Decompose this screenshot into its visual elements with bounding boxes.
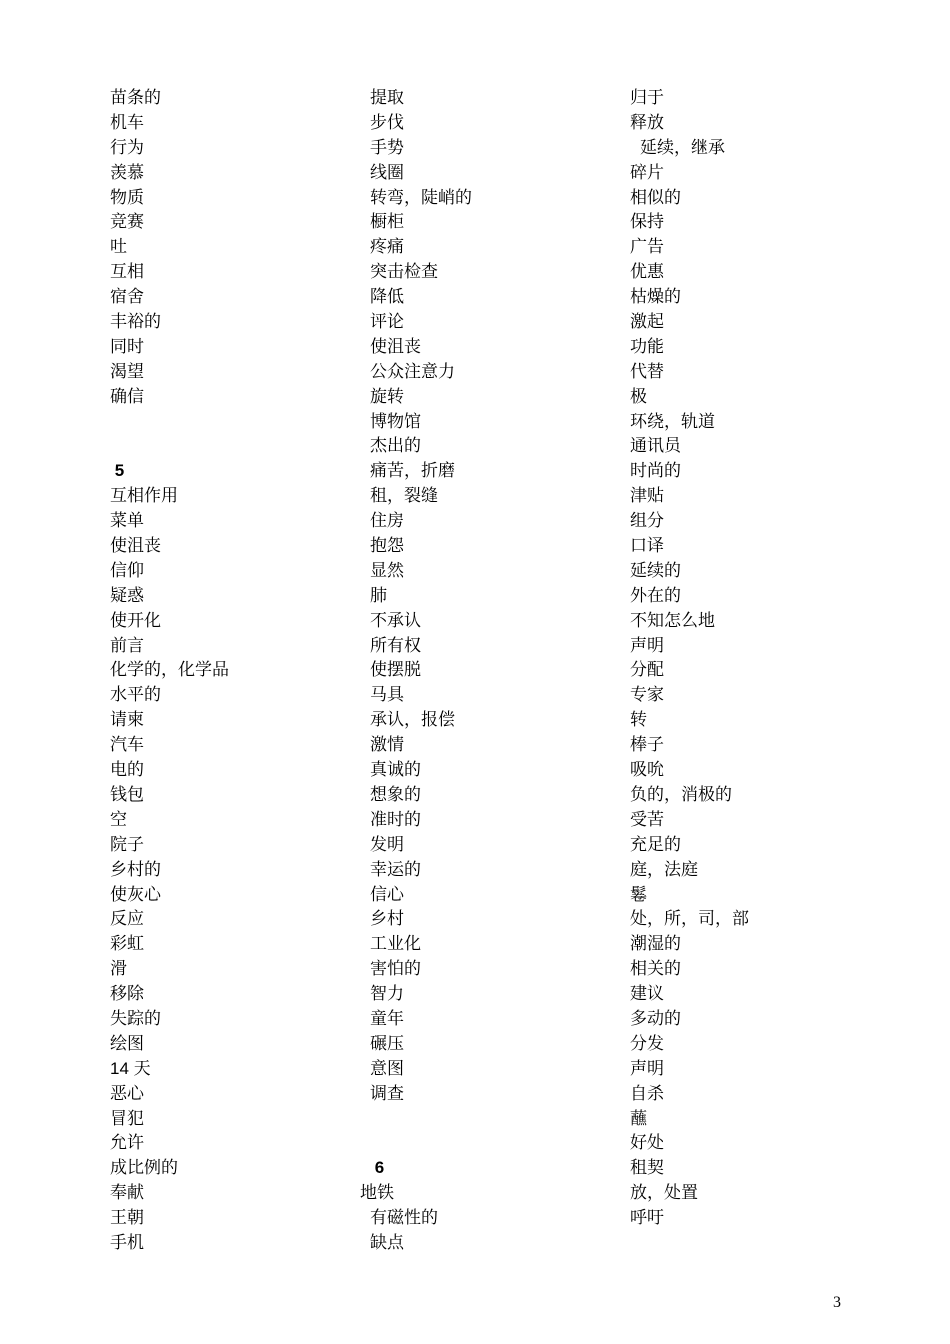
vocabulary-entry: 声明 [630, 1058, 664, 1079]
vocabulary-entry: 枯燥的 [630, 287, 681, 308]
vocabulary-entry: 杰出的 [370, 436, 421, 457]
vocabulary-entry: 归于 [630, 88, 664, 108]
vocabulary-entry: 吐 [110, 237, 127, 258]
vocabulary-entry: 宿舍 [110, 287, 144, 308]
vocabulary-entry: 受苦 [630, 809, 664, 830]
vocabulary-entry: 信仰 [110, 560, 144, 581]
vocabulary-entry: 使开化 [110, 610, 161, 631]
vocabulary-entry: 疼痛 [370, 237, 404, 258]
vocabulary-entry: 潮湿的 [630, 934, 681, 955]
vocabulary-entry: 电的 [110, 760, 144, 781]
vocabulary-column-1 [110, 86, 350, 1256]
vocabulary-entry: 水平的 [110, 685, 161, 706]
vocabulary-entry: 互相 [110, 262, 144, 283]
vocabulary-entry: 化学的，化学品 [110, 660, 229, 681]
vocabulary-entry: 真诚的 [370, 760, 421, 781]
vocabulary-entry: 组分 [630, 511, 664, 532]
vocabulary-entry: 住房 [370, 511, 404, 532]
vocabulary-entry: 激情 [370, 735, 404, 756]
vocabulary-entry: 信心 [370, 884, 404, 905]
vocabulary-entry: 通讯员 [630, 436, 681, 457]
vocabulary-entry: 转 [630, 710, 647, 731]
page-number: 3 [833, 1294, 841, 1311]
vocabulary-entry: 专家 [630, 685, 664, 706]
vocabulary-entry: 彩虹 [110, 934, 144, 955]
vocabulary-entry: 橱柜 [370, 212, 404, 233]
vocabulary-entry: 津贴 [630, 486, 664, 507]
vocabulary-entry: 碾压 [370, 1033, 404, 1054]
vocabulary-entry: 丰裕的 [110, 312, 161, 333]
vocabulary-entry: 放，处置 [630, 1183, 698, 1204]
vocabulary-entry: 激起 [630, 312, 664, 333]
vocabulary-entry: 有磁性的 [370, 1208, 438, 1229]
vocabulary-entry: 提取 [370, 88, 404, 108]
vocabulary-entry: 分发 [630, 1033, 664, 1054]
vocabulary-entry: 疑惑 [110, 585, 144, 606]
vocabulary-entry: 手势 [370, 137, 404, 158]
section-number: 5 [110, 461, 125, 481]
vocabulary-entry: 马具 [370, 685, 404, 706]
vocabulary-entry: 处，所，司，部 [630, 909, 749, 930]
vocabulary-entry: 优惠 [630, 262, 664, 283]
vocabulary-entry: 机车 [110, 112, 144, 133]
vocabulary-entry: 滑 [110, 959, 127, 980]
vocabulary-column-3 [630, 86, 870, 1231]
vocabulary-entry: 使摆脱 [370, 660, 421, 681]
vocabulary-entry: 自杀 [630, 1083, 664, 1104]
vocabulary-entry: 相关的 [630, 959, 681, 980]
vocabulary-entry: 物质 [110, 187, 144, 208]
vocabulary-entry: 菜单 [110, 511, 144, 532]
vocabulary-entry: 前言 [110, 635, 144, 656]
vocabulary-entry: 行为 [110, 137, 144, 158]
vocabulary-entry: 保持 [630, 212, 664, 233]
vocabulary-entry: 缺点 [370, 1232, 404, 1253]
vocabulary-entry: 工业化 [370, 934, 421, 955]
vocabulary-entry: 多动的 [630, 1008, 681, 1029]
vocabulary-entry: 乡村 [370, 909, 404, 930]
vocabulary-entry: 代替 [630, 361, 664, 382]
blank-line [110, 410, 350, 435]
vocabulary-entry: 博物馆 [370, 411, 421, 432]
vocabulary-column-2 [360, 86, 610, 1256]
vocabulary-entry: 极 [630, 386, 647, 407]
vocabulary-entry: 反应 [110, 909, 144, 930]
vocabulary-entry: 王朝 [110, 1208, 144, 1229]
vocabulary-entry: 乡村的 [110, 859, 161, 880]
vocabulary-entry: 承认，报偿 [370, 710, 455, 731]
vocabulary-entry: 确信 [110, 386, 144, 407]
vocabulary-entry: 棒子 [630, 735, 664, 756]
vocabulary-entry: 院子 [110, 834, 144, 855]
vocabulary-entry: 空 [110, 809, 127, 830]
vocabulary-entry: 不知怎么地 [630, 610, 715, 631]
vocabulary-entry: 时尚的 [630, 461, 681, 482]
vocabulary-entry: 幸运的 [370, 859, 421, 880]
vocabulary-entry: 绘图 [110, 1033, 144, 1054]
vocabulary-entry: 转弯，陡峭的 [370, 187, 472, 208]
vocabulary-entry: 公众注意力 [370, 361, 455, 382]
vocabulary-entry: 显然 [370, 560, 404, 581]
vocabulary-entry: 鬈 [630, 884, 647, 905]
vocabulary-entry: 评论 [370, 312, 404, 333]
vocabulary-entry: 外在的 [630, 585, 681, 606]
vocabulary-entry: 想象的 [370, 784, 421, 805]
vocabulary-entry: 移除 [110, 984, 144, 1005]
section-number: 6 [370, 1158, 385, 1178]
vocabulary-entry: 碎片 [630, 162, 664, 183]
vocabulary-entry: 环绕，轨道 [630, 411, 715, 432]
vocabulary-entry: 不承认 [370, 610, 421, 631]
blank-line [370, 1131, 610, 1156]
vocabulary-entry: 手机 [110, 1232, 144, 1253]
vocabulary-entry: 羡慕 [110, 162, 144, 183]
vocabulary-entry: 害怕的 [370, 959, 421, 980]
vocabulary-entry: 声明 [630, 635, 664, 656]
vocabulary-entry: 负的，消极的 [630, 784, 732, 805]
vocabulary-entry: 广告 [630, 237, 664, 258]
vocabulary-entry: 使沮丧 [370, 336, 421, 357]
vocabulary-entry: 功能 [630, 336, 664, 357]
vocabulary-entry: 渴望 [110, 361, 144, 382]
vocabulary-entry: 释放 [630, 112, 664, 133]
vocabulary-entry: 调查 [370, 1083, 404, 1104]
vocabulary-entry: 抱怨 [370, 536, 404, 557]
vocabulary-entry: 呼吁 [630, 1208, 664, 1229]
vocabulary-entry: 降低 [370, 287, 404, 308]
vocabulary-entry: 吸吮 [630, 760, 664, 781]
vocabulary-entry: 口译 [630, 536, 664, 557]
vocabulary-entry: 分配 [630, 660, 664, 681]
vocabulary-entry: 蘸 [630, 1108, 647, 1129]
vocabulary-entry: 14 天 [110, 1058, 151, 1078]
vocabulary-entry: 租契 [630, 1158, 664, 1179]
vocabulary-entry: 同时 [110, 336, 144, 357]
vocabulary-entry: 请柬 [110, 710, 144, 731]
vocabulary-entry: 延续，继承 [640, 137, 725, 158]
vocabulary-entry: 建议 [630, 984, 664, 1005]
vocabulary-entry: 旋转 [370, 386, 404, 407]
vocabulary-entry: 苗条的 [110, 88, 161, 108]
vocabulary-entry: 地铁 [360, 1183, 394, 1204]
blank-line [370, 1107, 610, 1132]
vocabulary-entry: 智力 [370, 984, 404, 1005]
vocabulary-entry: 竞赛 [110, 212, 144, 233]
vocabulary-entry: 发明 [370, 834, 404, 855]
vocabulary-entry: 奉献 [110, 1183, 144, 1204]
vocabulary-entry: 失踪的 [110, 1008, 161, 1029]
vocabulary-entry: 步伐 [370, 112, 404, 133]
vocabulary-entry: 好处 [630, 1133, 664, 1154]
vocabulary-entry: 互相作用 [110, 486, 178, 507]
vocabulary-entry: 相似的 [630, 187, 681, 208]
vocabulary-entry: 充足的 [630, 834, 681, 855]
vocabulary-entry: 汽车 [110, 735, 144, 756]
vocabulary-entry: 意图 [370, 1058, 404, 1079]
vocabulary-entry: 允许 [110, 1133, 144, 1154]
vocabulary-entry: 肺 [370, 585, 387, 606]
vocabulary-entry: 冒犯 [110, 1108, 144, 1129]
vocabulary-entry: 所有权 [370, 635, 421, 656]
vocabulary-entry: 使灰心 [110, 884, 161, 905]
blank-line [110, 434, 350, 459]
vocabulary-entry: 使沮丧 [110, 536, 161, 557]
vocabulary-entry: 恶心 [110, 1083, 144, 1104]
vocabulary-entry: 线圈 [370, 162, 404, 183]
vocabulary-entry: 钱包 [110, 784, 144, 805]
vocabulary-entry: 突击检查 [370, 262, 438, 283]
vocabulary-entry: 痛苦，折磨 [370, 461, 455, 482]
vocabulary-entry: 租，裂缝 [370, 486, 438, 507]
vocabulary-entry: 庭，法庭 [630, 859, 698, 880]
vocabulary-entry: 延续的 [630, 560, 681, 581]
vocabulary-entry: 童年 [370, 1008, 404, 1029]
vocabulary-entry: 准时的 [370, 809, 421, 830]
vocabulary-entry: 成比例的 [110, 1158, 178, 1179]
